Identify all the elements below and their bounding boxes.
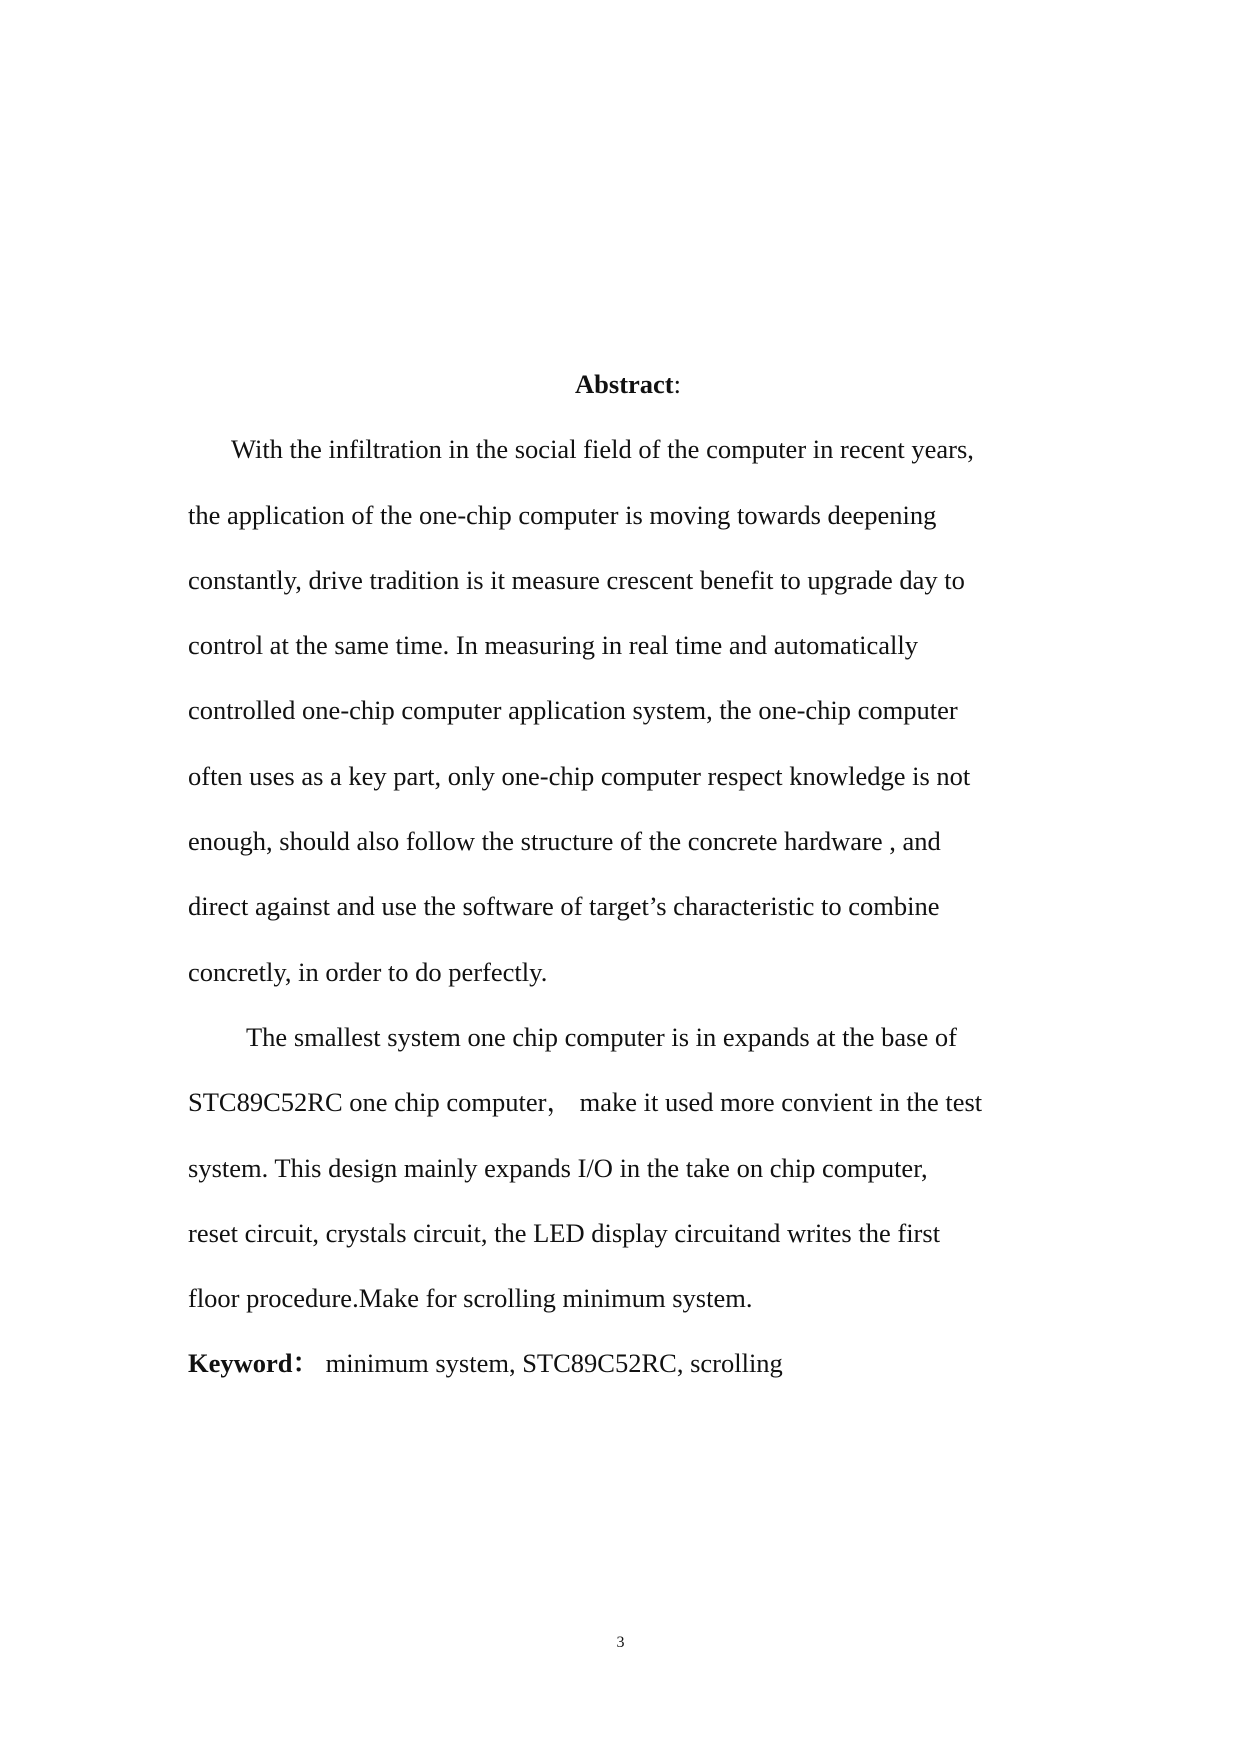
abstract-heading-colon: : — [673, 369, 681, 399]
paragraph-line: constantly, drive tradition is it measure crescent benefit to upgrade day to — [188, 564, 965, 595]
abstract-section — [188, 352, 1068, 1397]
paragraph-line: the application of the one-chip computer is moving towards deepening — [188, 499, 937, 530]
paragraph-line: STC89C52RC one chip computer， make it used more convient in the test — [188, 1087, 983, 1118]
paragraph-line: direct against and use the software of target’s characteristic to combine — [188, 891, 940, 922]
keywords-text: minimum system, STC89C52RC, scrolling — [319, 1348, 783, 1379]
page-number: 3 — [616, 1634, 625, 1651]
abstract-heading — [188, 352, 1068, 417]
paragraph-line: floor procedure.Make for scrolling minimum system. — [188, 1283, 753, 1314]
paragraph-line: The smallest system one chip computer is in expands at the base of — [246, 1021, 957, 1052]
paragraph-line: control at the same time. In measuring in real time and automatically — [188, 630, 918, 661]
paragraph-line: enough, should also follow the structure of the concrete hardware , and — [188, 826, 941, 857]
abstract-paragraph-2 — [188, 1005, 1068, 1331]
paragraph-line: With the infiltration in the social field of the computer in recent years, — [231, 434, 974, 465]
paragraph-line: often uses as a key part, only one-chip computer respect knowledge is not — [188, 760, 971, 791]
paragraph-line: system. This design mainly expands I/O in the take on chip computer, — [188, 1152, 928, 1183]
paragraph-line: reset circuit, crystals circuit, the LED display circuitand writes the first — [188, 1217, 941, 1248]
keywords-label: Keyword： — [188, 1348, 320, 1379]
paragraph-line: controlled one-chip computer application system, the one-chip computer — [188, 695, 958, 726]
paragraph-line: concretly, in order to do perfectly. — [188, 956, 548, 987]
abstract-paragraph-1 — [188, 417, 1068, 1005]
abstract-heading-text: Abstract — [575, 369, 674, 399]
keywords-line — [188, 1331, 1068, 1396]
